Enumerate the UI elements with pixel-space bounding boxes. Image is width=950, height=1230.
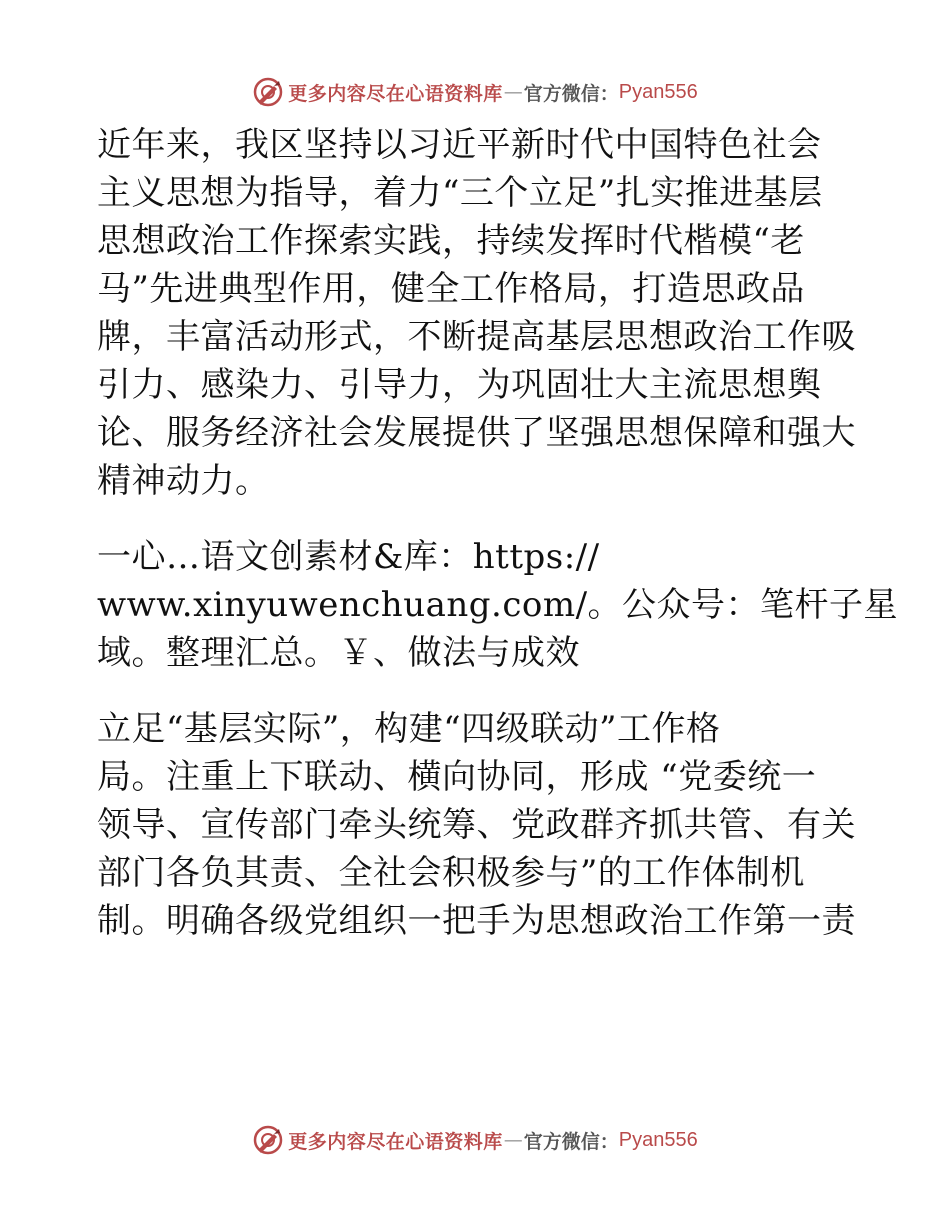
text-line: 立足“基层实际”，构建“四级联动”工作格	[97, 709, 721, 749]
banner-wechat-id: Pyan556	[618, 1128, 698, 1151]
text-line: 近年来，我区坚持以习近平新时代中国特色社会	[97, 125, 822, 165]
logo-icon	[252, 1124, 284, 1156]
text-line: 域。整理汇总。￥、做法与成效	[97, 633, 580, 673]
text-line: 引力、感染力、引导力，为巩固壮大主流思想舆	[97, 365, 822, 405]
paragraph	[97, 121, 857, 505]
logo-icon	[252, 76, 284, 108]
text-line: 部门各负其责、全社会积极参与”的工作体制机	[97, 853, 805, 893]
footer-banner	[0, 1120, 950, 1160]
text-line: 精神动力。	[97, 461, 270, 501]
text-line: 主义思想为指导，着力“三个立足”扎实推进基层	[97, 173, 823, 213]
banner-wechat-id: Pyan556	[618, 80, 698, 103]
text-line: 牌，丰富活动形式，不断提高基层思想政治工作吸	[97, 317, 856, 357]
text-line: 制。明确各级党组织一把手为思想政治工作第一责	[97, 901, 856, 941]
banner-wechat-label: 官方微信：	[523, 1130, 619, 1153]
banner-dash: —	[503, 81, 523, 103]
text-line: 思想政治工作探索实践，持续发挥时代楷模“老	[97, 221, 805, 261]
banner-dash: —	[503, 1129, 523, 1151]
text-line: 论、服务经济社会发展提供了坚强思想保障和强大	[97, 413, 856, 453]
text-line: 局。注重上下联动、横向协同，形成 “党委统一	[97, 757, 817, 797]
paragraph	[97, 533, 899, 677]
document-body	[97, 121, 899, 945]
banner-wechat-label: 官方微信：	[523, 82, 619, 105]
text-line: 领导、宣传部门牵头统筹、党政群齐抓共管、有关	[97, 805, 856, 845]
banner-title: 更多内容尽在心语资料库	[288, 1130, 503, 1153]
text-line: www.xinyuwenchuang.com/。公众号：笔杆子星	[97, 585, 899, 625]
banner-title: 更多内容尽在心语资料库	[288, 82, 503, 105]
text-line: 一心…语文创素材&库：https://	[97, 537, 600, 577]
header-banner	[0, 72, 950, 112]
paragraph	[97, 705, 857, 945]
text-line: 马”先进典型作用，健全工作格局，打造思政品	[97, 269, 805, 309]
